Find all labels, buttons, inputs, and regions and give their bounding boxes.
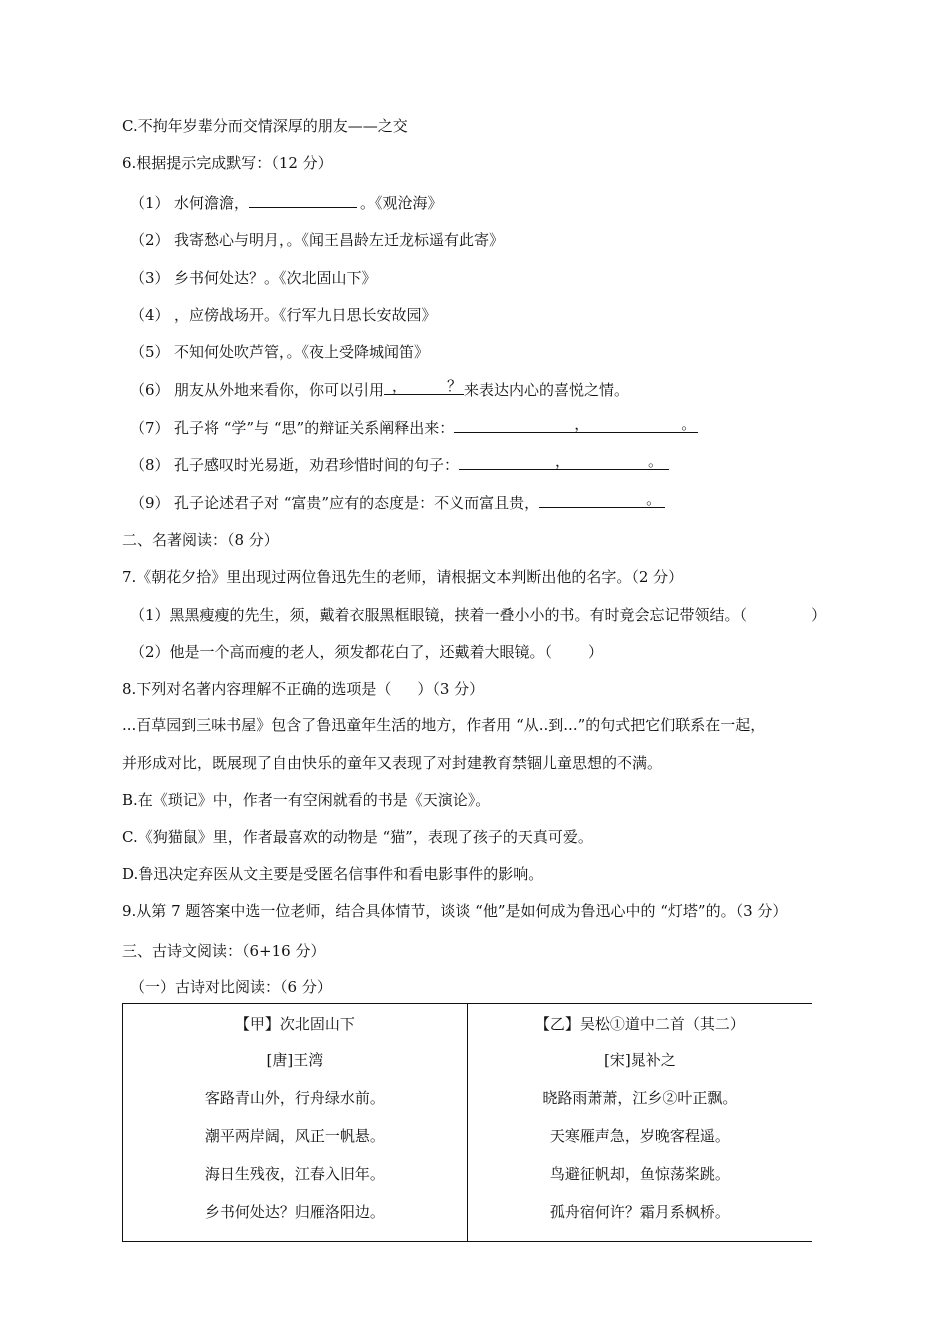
poem-title: 【甲】次北固山下 [234, 1015, 355, 1033]
q6-item-1 [130, 193, 443, 213]
q6-item-8 [130, 452, 669, 475]
q6-item-5 [130, 342, 429, 362]
poem-author: [唐]王湾 [266, 1051, 324, 1069]
item-text: 孔子将 “学”与 “思”的辩证关系阐释出来： [174, 419, 455, 437]
q6-item-3 [130, 268, 377, 288]
paren-close: ）（3 分） [417, 680, 485, 698]
item-text: 孔子论述君子对 “富贵”应有的态度是：不义而富且贵， [174, 494, 540, 512]
item-text: 水何澹澹， [174, 194, 250, 212]
poem-left [123, 1004, 468, 1242]
poem-line: 晓路雨萧萧，江乡②叶正飘。 [542, 1089, 738, 1107]
q8-option-a-line1: ...百草园到三味书屋》包含了鲁迅童年生活的地方，作者用 “从..到...”的句式把它们联系在一起， [122, 716, 766, 734]
item-text: 乡书何处达？。《次北固山下》 [174, 269, 377, 287]
item-number: （4） [130, 306, 170, 324]
section-3-heading: 三、古诗文阅读：（6+16 分） [122, 942, 326, 960]
answer-blank[interactable] [249, 193, 357, 208]
poem-title: 【乙】吴松①道中二首（其二） [534, 1015, 745, 1033]
q6-item-9 [130, 490, 665, 513]
period: 。 [681, 415, 697, 433]
question-mark: ？ [447, 377, 463, 395]
answer-blank[interactable] [454, 415, 698, 433]
q6-title: 6.根据提示完成默写：（12 分） [122, 154, 333, 172]
item-text: 不知何处吹芦管，。《夜上受降城闻笛》 [174, 343, 430, 361]
answer-blank[interactable] [459, 452, 669, 470]
item-text: 我寄愁心与明月，。《闻王昌龄左迁龙标遥有此寄》 [174, 231, 505, 249]
item-text: 朋友从外地来看你，你可以引用 [174, 381, 385, 399]
item-number: （5） [130, 343, 170, 361]
answer-blank[interactable] [384, 377, 464, 395]
period: 。 [646, 490, 662, 508]
item-text: 8.下列对名著内容理解不正确的选项是（ [122, 680, 392, 698]
item-text: ，应傍战场开。《行军九日思长安故园》 [174, 306, 437, 324]
option-c-friendship: C.不拘年岁辈分而交情深厚的朋友——之交 [122, 117, 408, 135]
poem-right [467, 1004, 812, 1242]
subsection-1-heading: （一）古诗对比阅读：（6 分） [130, 978, 332, 996]
poem-line: 潮平两岸阔，风正一帆悬。 [204, 1127, 385, 1145]
q7-title: 7.《朝花夕拾》里出现过两位鲁迅先生的老师，请根据文本判断出他的名字。（2 分） [122, 568, 684, 586]
q6-item-6 [130, 377, 630, 400]
paren-close: ） [588, 643, 604, 661]
q7-item-1 [130, 605, 826, 625]
item-text: （1）黑黑瘦瘦的先生，须，戴着衣服黑框眼镜，挟着一叠小小的书。有时竟会忘记带领结。（ [130, 606, 748, 624]
item-number: （8） [130, 456, 170, 474]
answer-blank[interactable] [539, 490, 665, 508]
item-number: （6） [130, 381, 170, 399]
item-text-end: 来表达内心的喜悦之情。 [464, 381, 630, 399]
q8-title [122, 679, 484, 699]
item-text: （2）他是一个高而瘦的老人，须发都花白了，还戴着大眼镜。（ [130, 643, 553, 661]
poem-line: 乡书何处达？归雁洛阳边。 [204, 1203, 385, 1221]
section-2-heading: 二、名著阅读：（8 分） [122, 531, 279, 549]
q8-option-b: B.在《琐记》中，作者一有空闲就看的书是《天演论》。 [122, 791, 491, 809]
q6-item-2 [130, 230, 504, 250]
item-number: （1） [130, 194, 170, 212]
paren-close: ） [811, 606, 827, 624]
poem-line: 海日生残夜，江春入旧年。 [204, 1165, 385, 1183]
q8-option-a-line2: 并形成对比，既展现了自由快乐的童年又表现了对封建教育禁锢儿童思想的不满。 [122, 754, 663, 772]
q9-title: 9.从第 7 题答案中选一位老师，结合具体情节，谈谈 “他”是如何成为鲁迅心中的 “灯塔”的。（3 分） [122, 902, 788, 920]
q6-item-4 [130, 305, 437, 325]
item-number: （9） [130, 494, 170, 512]
poem-line: 鸟避征帆却，鱼惊荡桨跳。 [549, 1165, 730, 1183]
item-number: （7） [130, 419, 170, 437]
poem-line: 客路青山外，行舟绿水前。 [204, 1089, 385, 1107]
item-number: （2） [130, 231, 170, 249]
q6-item-7 [130, 415, 698, 438]
comma: ， [555, 452, 571, 470]
poem-line: 孤舟宿何许？霜月系枫桥。 [549, 1203, 730, 1221]
q7-item-2 [130, 642, 603, 662]
item-source: 。《观沧海》 [360, 194, 443, 212]
comma: ， [392, 377, 408, 395]
q8-option-c: C.《狗猫鼠》里，作者最喜欢的动物是 “猫”，表现了孩子的天真可爱。 [122, 828, 593, 846]
period: 。 [648, 452, 664, 470]
poem-author: [宋]晁补之 [604, 1051, 676, 1069]
comma: ， [574, 415, 590, 433]
item-text: 孔子感叹时光易逝，劝君珍惜时间的句子： [174, 456, 460, 474]
poem-comparison-table [122, 1003, 812, 1242]
q8-option-d: D.鲁迅决定弃医从文主要是受匿名信事件和看电影事件的影响。 [122, 865, 544, 883]
poem-line: 天寒雁声急，岁晚客程遥。 [549, 1127, 730, 1145]
item-number: （3） [130, 269, 170, 287]
